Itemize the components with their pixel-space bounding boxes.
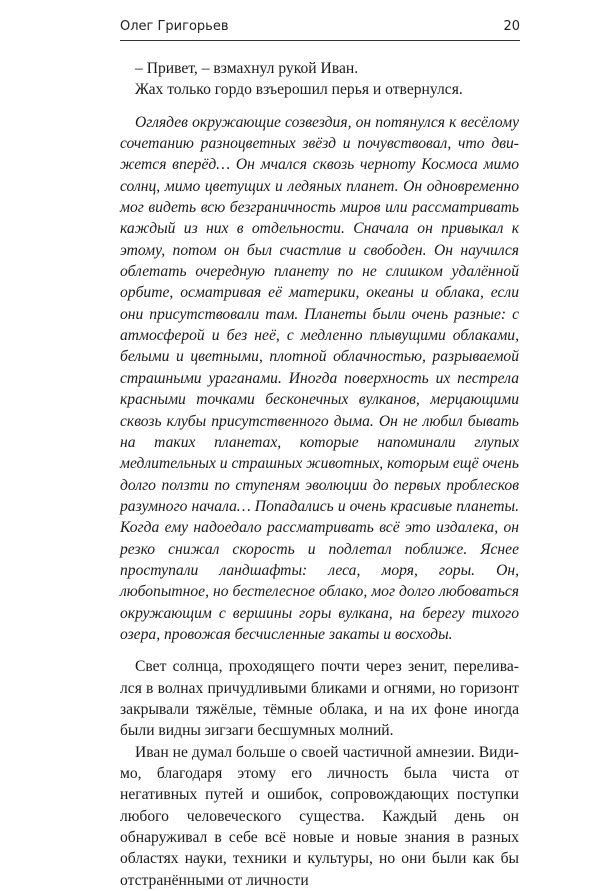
body-paragraph: Иван не думал больше о своей частичной амнезии. Видимо, благодаря этому его личность была чиста от негативных путей и ошибок, сопровождающих поступки любого человеческого существа. Каждый день он обнаруживал в себе всё новые и новые знания в разных областях науки, техники и культуры, но они были как бы отстранёнными от личности <box>120 743 519 889</box>
italic-passage <box>120 112 519 646</box>
header-author: Олег Григорьев <box>120 19 229 34</box>
body-paragraph: Свет солнца, проходящего почти через зенит, переливался в волнах причудливыми бликами и огнями, но горизонт закрывали тяжёлые, тёмные облака, и на их фоне иногда были видны зигзаги бесшумных молний. <box>120 658 519 740</box>
body-text <box>120 656 519 891</box>
dialog-line: Жах только гордо взъерошил перья и отвернулся. <box>135 81 463 99</box>
running-header <box>120 15 520 41</box>
page-number: 20 <box>503 19 520 34</box>
header-rule <box>120 40 520 41</box>
dialog-line: – Привет, – взмахнул рукой Иван. <box>135 60 359 77</box>
italic-paragraph: Оглядев окружающие созвездия, он потянулся к весёлому сочетанию разноцветных звёзд и почувствовал, что движется вперёд… Он мчался сквозь черноту Космоса мимо солнц, мимо цветущих и ледяных планет. Он одновременно мог видеть всю безграничность миров или рассматривать каждый из них в отдельности. Сначала он привыкал к этому, потом он был счастлив и свободен. Он научился облетать очередную планету по не слишком удалённой орбите, осматривая её материки, океаны и облака, если они присутствовали там. Планеты были очень разные: с атмосферой и без неё, с медленно плывущими облаками, белыми и цветными, плотной облачностью, разрываемой страшными ураганами. Иногда поверхность их пестрела красными точками бесконечных вулканов, мерцающими сквозь клубы присутственного дыма. Он не любил бывать на таких планетах, которые напоминали глупых медлительных и страшных животных, которым ещё очень долго ползти по ступеням эволюции до первых проблесков разумного начала… Попадались и очень красивые планеты. Когда ему надоедало рассматривать всё это издалека, он резко снижал скорость и подлетал поближе. Яснее проступали ландшафты: леса, моря, горы. Он, любопытное, но бестелесное облако, мог долго любоваться окружающим с вершины горы вулкана, на берегу тихого озера, провожая бесчисленные закаты и восходы. <box>120 113 519 643</box>
dialog-block <box>120 58 519 101</box>
page-content <box>120 58 519 891</box>
